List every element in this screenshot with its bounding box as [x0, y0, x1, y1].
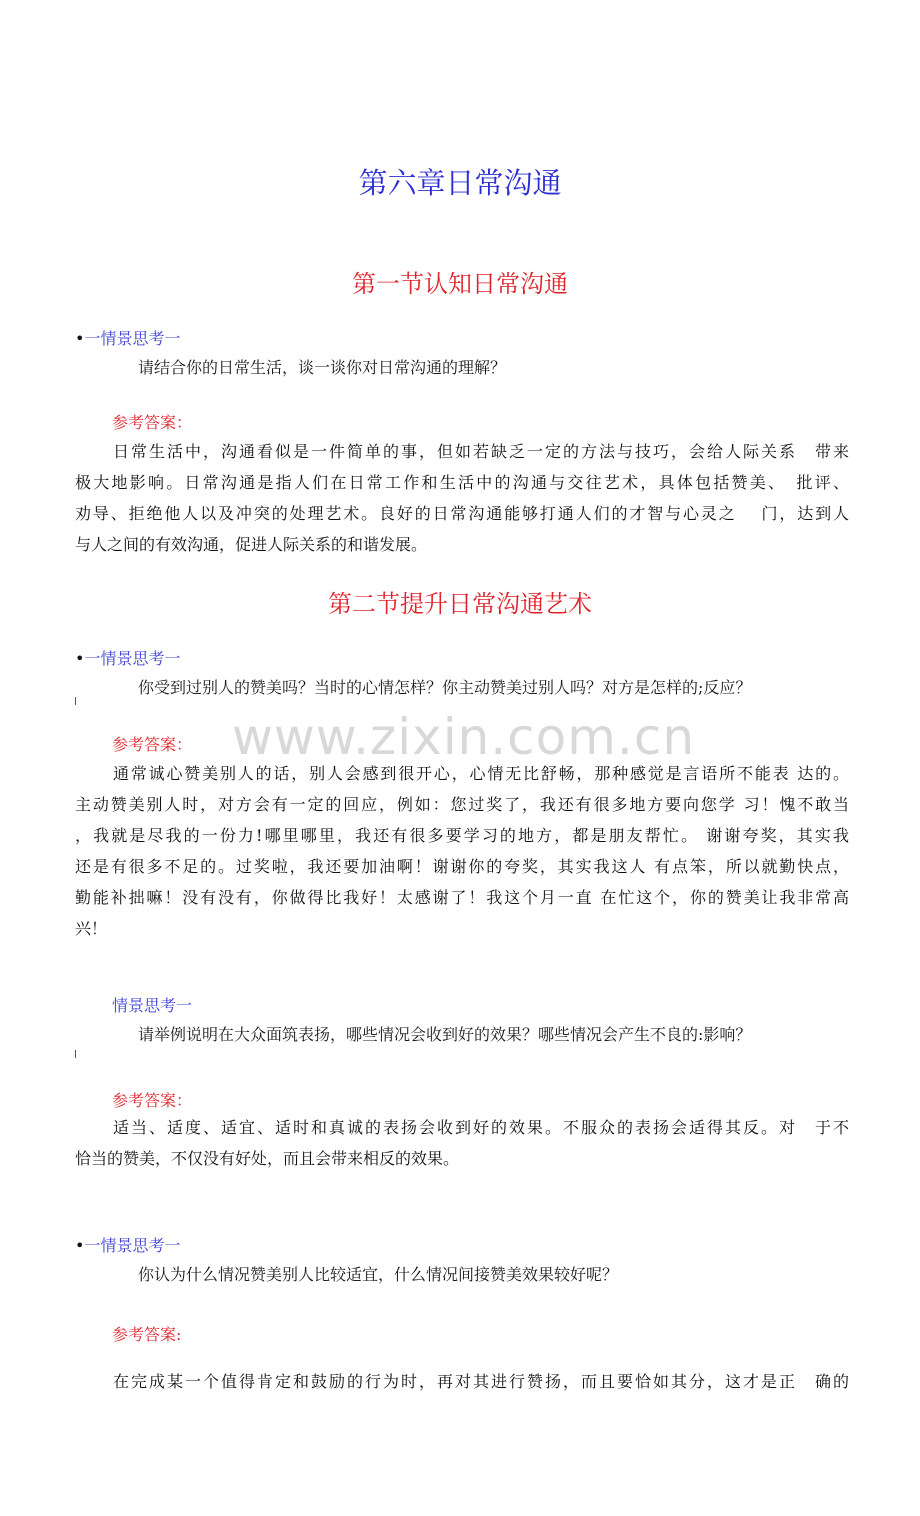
answer-line: 勤能补拙嘛！没有没有，你做得比我好！太感谢了！我这个月一直 在忙这个，你的赞美让我非常高 [75, 888, 849, 907]
scene-label [75, 1233, 180, 1256]
section-heading-2: 第二节提升日常沟通艺术 [328, 590, 592, 618]
margin-mark [75, 1050, 76, 1058]
answer-label: 参考答案： [112, 735, 193, 754]
question-text: 你认为什么情况赞美别人比较适宜，什么情况间接赞美效果较好呢？ [138, 1265, 619, 1284]
answer-text [75, 1366, 849, 1397]
section-heading-1: 第一节认知日常沟通 [352, 270, 568, 298]
bullet-icon: • [75, 329, 85, 348]
answer-line: 日常生活中，沟通看似是一件简单的事，但如若缺乏一定的方法与技巧，会给人际关系 带来 [113, 442, 849, 461]
scene-label-text: 一情景思考一 [84, 329, 181, 348]
answer-line: ，我就是尽我的一份力!哪里哪里，我还有很多要学习的地方，都是朋友帮忙。 谢谢夸奖，其实我 [75, 826, 849, 845]
answer-line: 兴！ [75, 919, 108, 938]
question-text: 请举例说明在大众面筑表扬，哪些情况会收到好的效果？哪些情况会产生不良的:影响？ [138, 1025, 752, 1044]
margin-mark [75, 697, 76, 705]
page-title: 第六章日常沟通 [358, 166, 562, 200]
answer-line: 主动赞美别人时，对方会有一定的回应，例如：您过奖了，我还有很多地方要向您学 习！愧不敢当 [75, 795, 849, 814]
scene-label-text: 情景思考一 [112, 996, 193, 1015]
watermark: www.zixin.com.cn [232, 708, 696, 766]
answer-text [75, 1112, 849, 1174]
answer-line: 通常诚心赞美别人的话，别人会感到很开心，心情无比舒畅，那种感觉是言语所不能表 达的。 [113, 764, 849, 783]
answer-line: 还是有很多不足的。过奖啦，我还要加油啊！谢谢你的夸奖，其实我这人 有点笨，所以就勤快点， [75, 857, 849, 876]
answer-label: 参考答案： [112, 413, 193, 432]
answer-line: 与人之间的有效沟通，促进人际关系的和谐发展。 [75, 535, 428, 554]
scene-label [75, 646, 180, 669]
answer-text [75, 758, 849, 944]
answer-line: 适当、适度、适宜、适时和真诚的表扬会收到好的效果。不服众的表扬会适得其反。对 于不 [113, 1118, 849, 1137]
scene-label-text: 一情景思考一 [84, 649, 181, 668]
answer-label: 参考答案： [112, 1091, 193, 1110]
answer-line: 恰当的赞美，不仅没有好处，而且会带来相反的效果。 [75, 1149, 460, 1168]
answer-line: 极大地影响。日常沟通是指人们在日常工作和生活中的沟通与交往艺术，具体包括赞美、 批评、 [75, 473, 849, 492]
answer-line: 劝导、拒绝他人以及冲突的处理艺术。良好的日常沟通能够打通人们的才智与心灵之 门，达到人 [75, 504, 849, 523]
scene-label-text: 一情景思考一 [84, 1236, 181, 1255]
scene-label [75, 326, 180, 349]
answer-line: 在完成某一个值得肯定和鼓励的行为时，再对其进行赞扬，而且要恰如其分，这才是正 确的 [113, 1372, 849, 1391]
answer-text [75, 436, 849, 560]
bullet-icon: • [75, 649, 85, 668]
answer-label: 参考答案: [112, 1325, 182, 1344]
question-text: 你受到过别人的赞美吗？当时的心情怎样？你主动赞美过别人吗？对方是怎样的;反应？ [138, 678, 752, 697]
scene-label [112, 993, 192, 1016]
bullet-icon: • [75, 1236, 85, 1255]
question-text: 请结合你的日常生活，谈一谈你对日常沟通的理解？ [138, 358, 507, 377]
